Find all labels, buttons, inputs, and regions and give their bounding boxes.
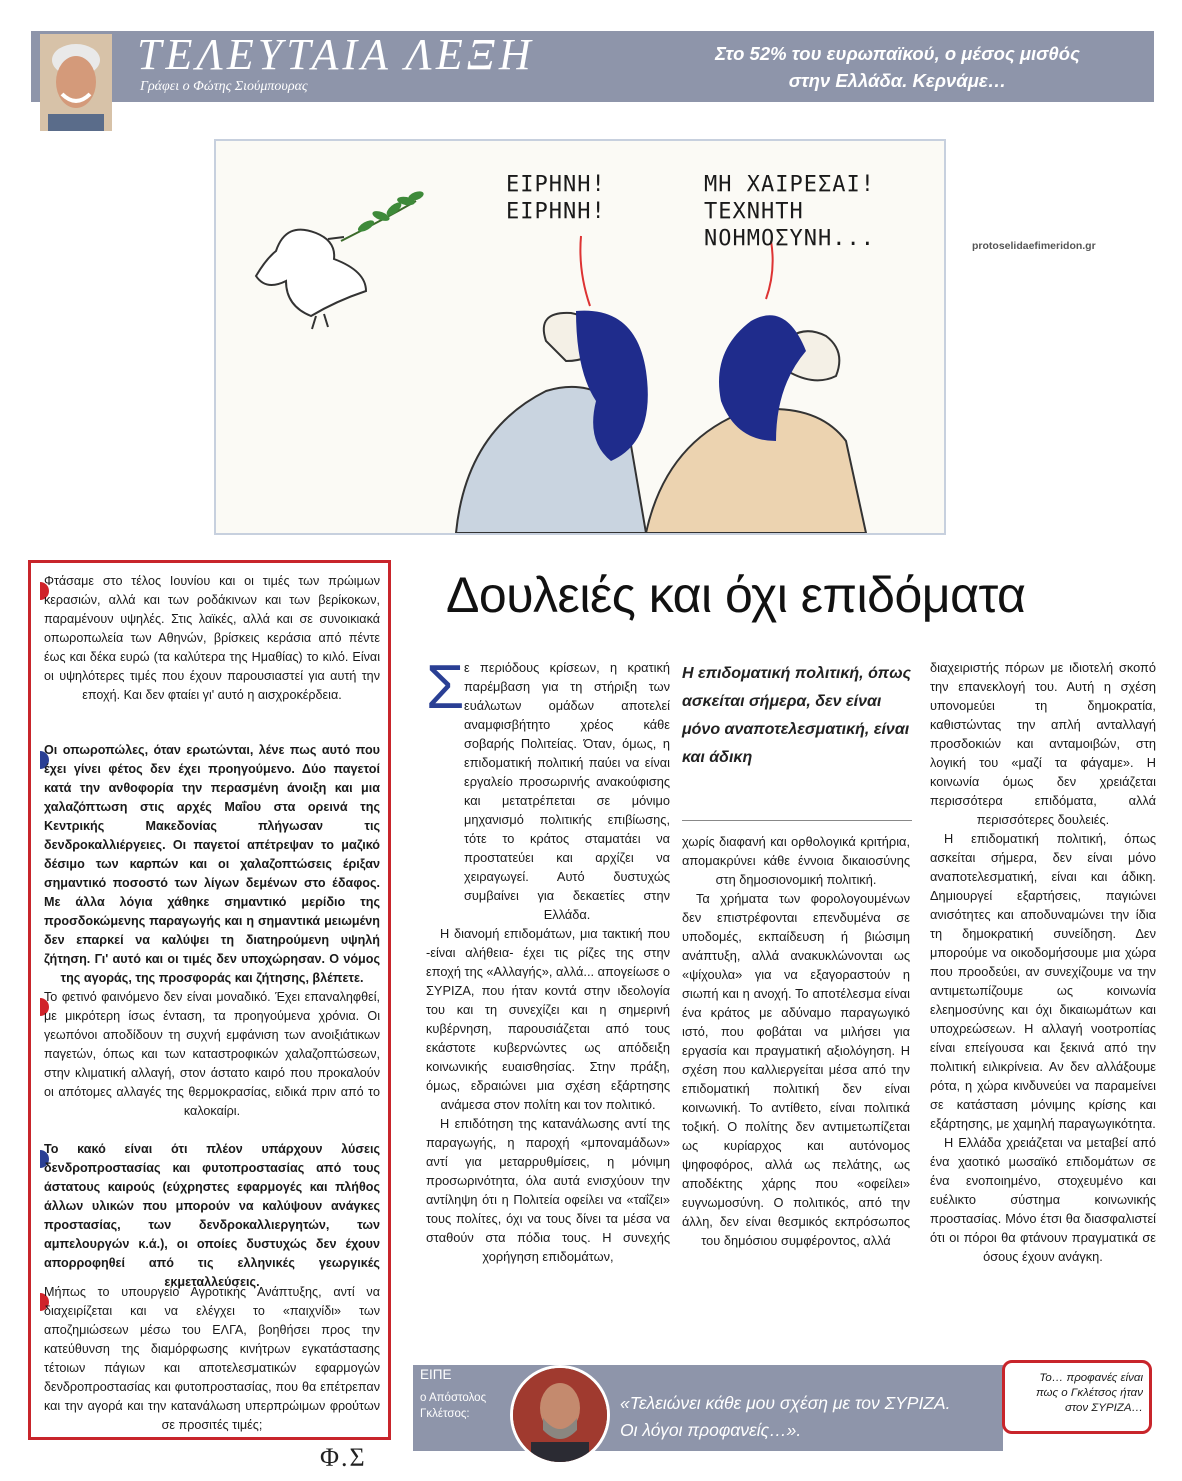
quote-text bbox=[620, 1390, 951, 1444]
quote-speaker bbox=[420, 1390, 486, 1422]
article-paragraph: διαχειριστής πόρων με ιδιοτελή σκοπό την επανεκλογή του. Αυτή η σχέση υπονομεύει τη δημοκρατία, καθιστώντας την απλή ανταλλαγή προσδοκιών και ανταμοιβών, στη λογική του «μαζί τα φάγαμε». Η κοινωνία όμως δεν χρειάζεται περισσότερα επιδόματα, αλλά περισσότερες δουλειές. bbox=[930, 660, 1156, 827]
pull-quote: Η επιδοματική πολιτική, όπως ασκείται σήμερα, δεν είναι μόνο αναποτελεσματική, είναι και άδικη bbox=[682, 665, 912, 766]
left-figure-illustration bbox=[456, 311, 648, 533]
sidebar-paragraph-5: Μήπως το υπουργείο Αγροτικής Ανάπτυξης, αντί να διαχειρίζεται και να ελέγχει το «παιχνίδι» των αποζημιώσεων μέσω του ΕΛΓΑ, βοηθήσει προς την κατεύθυνση της διαμόρφωσης κινήτρων εγκατάστασης τέτοιων πάγιων και αποτελεσματικών εφαρμογών δενδροπροστασίας και φυτοπροστασίας, που θα επέτρεπαν και την αγορά και την κατανάλωση υπερπρώιμων φρούτων σε προσιτές τιμές; bbox=[44, 1285, 380, 1432]
article-paragraph: Η διανομή επιδομάτων, μια τακτική που -είναι αλήθεια- έχει τις ρίζες της στην εποχή της «Αλλαγής», αλλά... απογείωσε ο ΣΥΡΙΖΑ, που ήταν κοντά στην ιδεολογία του και τη συνεχίζει και η σημερινή κυβέρνηση, παρουσιάζεται από τους εκάστοτε κυβερνώντες ως απόδειξη κοινωνικής ευαισθησίας. Στην πράξη, όμως, εδραιώνει μια σχέση εξάρτησης ανάμεσα στον πολίτη και τον πολιτικό. bbox=[426, 926, 670, 1112]
article-paragraph: Η Ελλάδα χρειάζεται να μεταβεί από ένα χαοτικό μωσαϊκό επιδομάτων σε ένα ενοποιημένο, στοχευμένο και ευέλικτο σύστημα κοινωνικής προστασίας. Μόνο έτσι θα διασφαλιστεί ότι οι πόροι θα φτάνουν πραγματικά σε όσους έχουν ανάγκη. bbox=[930, 1135, 1156, 1264]
header-headline-line1: Στο 52% του ευρωπαϊκού, ο μέσος μισθός bbox=[715, 43, 1080, 64]
comment-line2: πως ο Γκλέτσος ήταν bbox=[1036, 1387, 1143, 1399]
comment-box bbox=[1002, 1360, 1152, 1434]
author-photo bbox=[40, 34, 112, 131]
quote-speaker-line2: Γκλέτσος: bbox=[420, 1408, 470, 1420]
right-figure-illustration bbox=[646, 315, 866, 533]
bubble-right-line3: ΝΟΗΜΟΣΥΝΗ... bbox=[704, 226, 875, 251]
bubble-right-line2: ΤΕΧΝΗΤΗ bbox=[704, 199, 804, 224]
speech-bubble-peace bbox=[506, 171, 606, 225]
drop-cap: Σ bbox=[426, 653, 465, 722]
quote-text-line1: «Τελειώνει κάθε μου σχέση με τον ΣΥΡΙΖΑ. bbox=[620, 1393, 951, 1413]
pull-quote-rule bbox=[682, 820, 912, 821]
bubble-left-line1: ΕΙΡΗΝΗ! bbox=[506, 172, 606, 197]
article-paragraph: Τα χρήματα των φορολογουμένων δεν επιστρέφονται επενδυμένα σε υποδομές, εκπαίδευση ή βιώσιμη ανάπτυξη, αλλά ανακυκλώνονται ως «ψίχουλα» για να εξαγοραστούν η σιωπή και η ανοχή. Το αποτέλεσμα είναι ένα κράτος με αδύναμο παραγωγικό ιστό, που φοβάται να μιλήσει για εργασία και πραγματική αξιολόγηση. Η σχέση που καλλιεργείται μέσα από την επιδοματική πολιτική δεν είναι κοινωνική. Το αντίθετο, είναι πολιτικά τοξική. Ο πολίτης δεν αντιμετωπίζεται ως κυρίαρχος και αυτόνομος ψηφοφόρος, αλλά ως πελάτης, ως αποδέκτης χάρης που «οφείλει» ευγνωμοσύνη. Ο πολιτικός, από την άλλη, δεν είναι θεσμικός εκπρόσωπος του δημόσιου συμφέροντος, αλλά bbox=[682, 891, 910, 1248]
quote-label: ΕΙΠΕ bbox=[420, 1367, 452, 1382]
header-headline-line2: στην Ελλάδα. Κερνάμε… bbox=[788, 70, 1007, 91]
article-title: Δουλειές και όχι επιδόματα bbox=[446, 567, 1026, 623]
speech-bubble-ai bbox=[704, 171, 875, 252]
article-paragraph: ε περιόδους κρίσεων, η κρατική παρέμβαση για τη στήριξη των ευάλωτων ομάδων αποτελεί αναμφισβήτητο χρέος κάθε σοβαρής Πολιτείας. Όταν, όμως, η επιδοματική πολιτική παύει να είναι εργαλείο προσωρινής ανακούφισης και μετατρέπεται σε μόνιμο μηχανισμό πολιτικής επιβίωσης, τότε το κράτος σταματάει να προστατεύει και αρχίζει να χειραγωγεί. Αυτό δυστυχώς συμβαίνει για δεκαετίες στην Ελλάδα. bbox=[464, 660, 670, 922]
quote-text-line2: Οι λόγοι προφανείς…». bbox=[620, 1420, 802, 1440]
sidebar-paragraph-3: Το φετινό φαινόμενο δεν είναι μοναδικό. Έχει επαναληφθεί, με μικρότερη ίσως ένταση, τα προηγούμενα χρόνια. Οι γεωπόνοι αποδίδουν τη συχνή εμφάνιση των ανοιξιάτικων παγετών, όπως και των καταστροφικών χαλαζοπτώσεων, στην κλιματική αλλαγή, στον άστατο καιρό που προκαλούν οι απότομες αλλαγές της θερμοκρασίας, ειδικά πριν από το καλοκαίρι. bbox=[44, 990, 380, 1118]
article-paragraph: χωρίς διαφανή και ορθολογικά κριτήρια, απομακρύνει κάθε έννοια δικαιοσύνης στη δημοσιονομική πολιτική. bbox=[682, 834, 910, 887]
article-column-2 bbox=[682, 832, 910, 1250]
header-headline bbox=[650, 40, 1145, 94]
comment-line1: Το… προφανές είναι bbox=[1039, 1372, 1143, 1384]
bubble-right-line1: ΜΗ ΧΑΙΡΕΣΑΙ! bbox=[704, 172, 875, 197]
article-column-3 bbox=[930, 658, 1156, 1266]
column-title: ΤΕΛΕΥΤΑΙΑ ΛΕΞΗ bbox=[137, 30, 535, 79]
sidebar-paragraph-1: Φτάσαμε στο τέλος Ιουνίου και οι τιμές των πρώιμων κερασιών, αλλά και των ροδάκινων και των βερίκοκων, παραμένουν υψηλές. Στις λαϊκές, αλλά και σε συνοικιακά οπωροπωλεία των Αθηνών, βρίσκεις κεράσια από πέντε έως και δέκα ευρώ (τα καλύτερα της Ημαθίας) το κιλό. Είναι οι υψηλότερες τιμές που έχουν παρουσιαστεί για αυτή την εποχή. Και δεν φταίει γι' αυτό η αισχροκέρδεια. bbox=[44, 574, 380, 702]
column-byline: Γράφει ο Φώτης Σιούμπουρας bbox=[140, 79, 308, 94]
sidebar-paragraph-4: Το κακό είναι ότι πλέον υπάρχουν λύσεις δενδροπροστασίας και φυτοπροστασίας από τους άστατους καιρούς (εύχρηστες εφαρμογές και πλήθος άλλων υλικών που μπορούν να καλύψουν ανάγκες προστασίας, των δενδροκαλλιεργητών, των αμπελουργών κ.ά.), οι οποίες δυστυχώς δεν έχουν απορροφηθεί από τις ελληνικές γεωργικές εκμεταλλεύσεις. bbox=[44, 1142, 380, 1289]
article-paragraph: Η επιδότηση της κατανάλωσης αντί της παραγωγής, η παροχή «μποναμάδων» αντί για μεταρρυθμίσεις, η μόνιμη προσωρινότητα, όλα αυτά ενισχύουν την αντίληψη ότι η Πολιτεία οφείλει να «ταΐζει» τους πολίτες, όχι να τους δίνει τα μέσα να σταθούν στα πόδια τους. Η συνεχής χορήγηση επιδομάτων, bbox=[426, 1116, 670, 1264]
cartoon bbox=[214, 139, 946, 535]
speaker-photo bbox=[510, 1365, 610, 1465]
quote-speaker-line1: ο Απόστολος bbox=[420, 1392, 487, 1404]
signature: Φ.Σ bbox=[320, 1443, 367, 1472]
comment-line3: στον ΣΥΡΙΖΑ… bbox=[1064, 1402, 1143, 1414]
bubble-left-line2: ΕΙΡΗΝΗ! bbox=[506, 199, 606, 224]
article-paragraph: Η επιδοματική πολιτική, όπως ασκείται σήμερα, δεν είναι μόνο αναποτελεσματική, είναι και άδικη. Δημιουργεί εξαρτήσεις, παγιώνει ανισότητες και αποδυναμώνει την ίδια τη δημοκρατική συνείδηση. Δεν μπορούμε να οικοδομήσουμε μια χώρα που προοδεύει, αν συνεχίζουμε να την αντιμετωπίζουμε ως κοινωνία ελεημοσύνης και όχι δικαιωμάτων και υποχρεώσεων. Η αλλαγή νοοτροπίας είναι επείγουσα και ξεκινά από την πολιτική ειλικρίνεια. Αν δεν αλλάξουμε ρότα, η χώρα κινδυνεύει να παραμείνει σε κατάσταση μόνιμης κρίσης και εξάρτησης, με χαμηλή παραγωγικότητα. bbox=[930, 831, 1156, 1131]
dove-illustration bbox=[256, 190, 425, 329]
cartoon-credit: protoselidaefimeridon.gr bbox=[972, 240, 1096, 252]
article-column-1 bbox=[426, 653, 670, 1266]
sidebar-paragraph-2: Οι οπωροπώλες, όταν ερωτώνται, λένε πως αυτό που έχει γίνει φέτος δεν έχει προηγούμενο. Δύο παγετοί κατά την ανθοφορία την περασμένη άνοιξη και μια χαλαζόπτωση στις αρχές Μαΐου στα ορεινά της Κεντρικής Μακεδονίας πλήγωσαν τις δενδροκαλλιέργειες. Οι παγετοί απέτρεψαν το μαζικό δέσιμο των καρπών και οι χαλαζοπτώσεις έριξαν σημαντικό ποσοστό των λίγων δεμένων στο έδαφος. Με άλλα λόγια χάθηκε σημαντικό μερίδιο της προσδοκώμενης παραγωγής και η σημαντικά μειωμένη δεν επαρκεί να καλύψει τη διατηρούμενη υψηλή ζήτηση. Γι' αυτό και οι τιμές δεν υποχώρησαν. Ο νόμος της αγοράς, της προσφοράς και ζήτησης, βλέπετε. bbox=[44, 743, 380, 985]
